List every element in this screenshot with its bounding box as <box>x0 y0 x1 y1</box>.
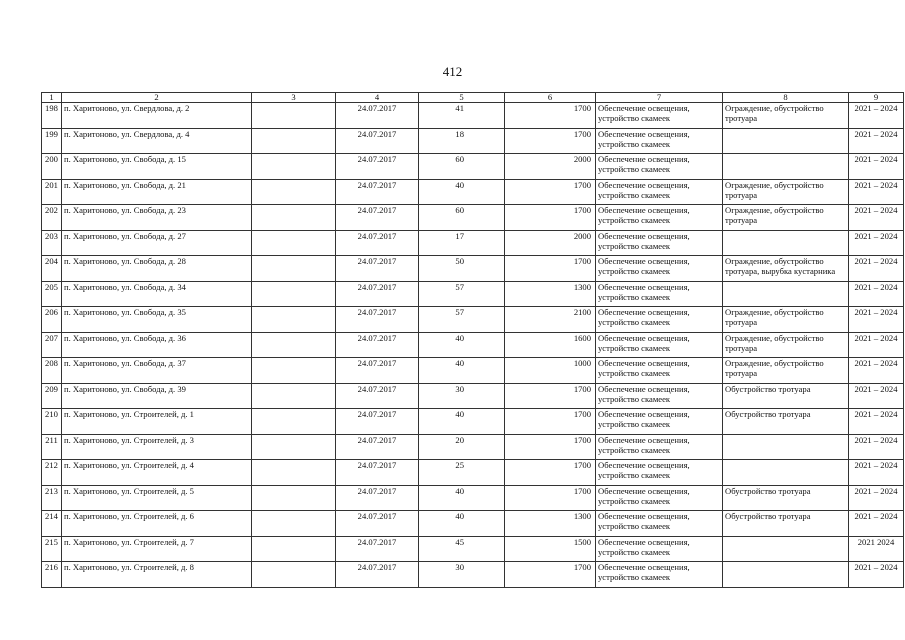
date-cell: 24.07.2017 <box>336 358 419 384</box>
column-header: 7 <box>596 93 723 103</box>
improvement-cell: Ограждение, обустройство тротуара <box>723 179 849 205</box>
empty-cell <box>252 460 336 486</box>
table-row <box>42 230 904 256</box>
column-header: 8 <box>723 93 849 103</box>
value-cell: 1500 <box>505 536 596 562</box>
value-cell: 1700 <box>505 409 596 435</box>
value-cell: 1700 <box>505 434 596 460</box>
address-cell: п. Харитоново, ул. Строителей, д. 8 <box>62 562 252 588</box>
date-cell: 24.07.2017 <box>336 460 419 486</box>
period-cell: 2021 – 2024 <box>849 179 904 205</box>
empty-cell <box>252 562 336 588</box>
table-row <box>42 460 904 486</box>
improvement-cell: Обеспечение освещения, устройство скамеек <box>596 230 723 256</box>
value-cell: 1700 <box>505 128 596 154</box>
value-cell: 1300 <box>505 511 596 537</box>
period-cell: 2021 – 2024 <box>849 434 904 460</box>
improvement-cell: Обеспечение освещения, устройство скамеек <box>596 256 723 282</box>
date-cell: 24.07.2017 <box>336 179 419 205</box>
improvement-cell: Обеспечение освещения, устройство скамеек <box>596 409 723 435</box>
table-row <box>42 562 904 588</box>
value-cell: 1300 <box>505 281 596 307</box>
address-cell: п. Харитоново, ул. Свердлова, д. 2 <box>62 103 252 129</box>
row-number-cell: 215 <box>42 536 62 562</box>
period-cell: 2021 – 2024 <box>849 230 904 256</box>
improvement-cell: Ограждение, обустройство тротуара, вырубка кустарника <box>723 256 849 282</box>
value-cell: 1700 <box>505 103 596 129</box>
value-cell: 1600 <box>505 332 596 358</box>
row-number-cell: 212 <box>42 460 62 486</box>
improvement-cell <box>723 128 849 154</box>
address-cell: п. Харитоново, ул. Свобода, д. 34 <box>62 281 252 307</box>
date-cell: 24.07.2017 <box>336 409 419 435</box>
improvement-cell: Обеспечение освещения, устройство скамеек <box>596 154 723 180</box>
table-row <box>42 205 904 231</box>
address-cell: п. Харитоново, ул. Свобода, д. 37 <box>62 358 252 384</box>
period-cell: 2021 – 2024 <box>849 562 904 588</box>
improvement-cell: Обеспечение освещения, устройство скамеек <box>596 358 723 384</box>
period-cell: 2021 – 2024 <box>849 103 904 129</box>
empty-cell <box>252 230 336 256</box>
date-cell: 24.07.2017 <box>336 511 419 537</box>
date-cell: 24.07.2017 <box>336 281 419 307</box>
column-header: 3 <box>252 93 336 103</box>
row-number-cell: 214 <box>42 511 62 537</box>
value-cell: 1700 <box>505 179 596 205</box>
value-cell: 40 <box>419 332 505 358</box>
table-row <box>42 485 904 511</box>
improvement-cell: Обеспечение освещения, устройство скамеек <box>596 383 723 409</box>
improvement-cell: Обеспечение освещения, устройство скамеек <box>596 511 723 537</box>
address-cell: п. Харитоново, ул. Строителей, д. 4 <box>62 460 252 486</box>
empty-cell <box>252 536 336 562</box>
address-cell: п. Харитоново, ул. Свобода, д. 21 <box>62 179 252 205</box>
row-number-cell: 205 <box>42 281 62 307</box>
empty-cell <box>252 281 336 307</box>
period-cell: 2021 – 2024 <box>849 511 904 537</box>
empty-cell <box>252 179 336 205</box>
empty-cell <box>252 409 336 435</box>
period-cell: 2021 – 2024 <box>849 307 904 333</box>
value-cell: 1700 <box>505 562 596 588</box>
date-cell: 24.07.2017 <box>336 485 419 511</box>
value-cell: 2000 <box>505 154 596 180</box>
value-cell: 30 <box>419 562 505 588</box>
column-header: 5 <box>419 93 505 103</box>
table-row <box>42 332 904 358</box>
period-cell: 2021 – 2024 <box>849 358 904 384</box>
row-number-cell: 199 <box>42 128 62 154</box>
period-cell: 2021 – 2024 <box>849 460 904 486</box>
period-cell: 2021 – 2024 <box>849 383 904 409</box>
value-cell: 1700 <box>505 460 596 486</box>
row-number-cell: 198 <box>42 103 62 129</box>
date-cell: 24.07.2017 <box>336 562 419 588</box>
row-number-cell: 204 <box>42 256 62 282</box>
table-row <box>42 154 904 180</box>
improvement-cell: Обеспечение освещения, устройство скамеек <box>596 332 723 358</box>
address-cell: п. Харитоново, ул. Свобода, д. 15 <box>62 154 252 180</box>
period-cell: 2021 – 2024 <box>849 409 904 435</box>
table-row <box>42 307 904 333</box>
improvement-cell: Обеспечение освещения, устройство скамеек <box>596 205 723 231</box>
value-cell: 60 <box>419 154 505 180</box>
improvement-cell: Обеспечение освещения, устройство скамеек <box>596 562 723 588</box>
value-cell: 45 <box>419 536 505 562</box>
address-cell: п. Харитоново, ул. Свобода, д. 39 <box>62 383 252 409</box>
empty-cell <box>252 154 336 180</box>
address-cell: п. Харитоново, ул. Свобода, д. 36 <box>62 332 252 358</box>
date-cell: 24.07.2017 <box>336 307 419 333</box>
table-row <box>42 536 904 562</box>
value-cell: 40 <box>419 409 505 435</box>
value-cell: 40 <box>419 511 505 537</box>
improvement-cell: Обеспечение освещения, устройство скамеек <box>596 434 723 460</box>
date-cell: 24.07.2017 <box>336 205 419 231</box>
address-cell: п. Харитоново, ул. Свердлова, д. 4 <box>62 128 252 154</box>
period-cell: 2021 2024 <box>849 536 904 562</box>
empty-cell <box>252 332 336 358</box>
value-cell: 1700 <box>505 485 596 511</box>
table-row <box>42 103 904 129</box>
address-cell: п. Харитоново, ул. Свобода, д. 27 <box>62 230 252 256</box>
improvement-cell: Ограждение, обустройство тротуара <box>723 103 849 129</box>
row-number-cell: 203 <box>42 230 62 256</box>
date-cell: 24.07.2017 <box>336 154 419 180</box>
row-number-cell: 209 <box>42 383 62 409</box>
value-cell: 40 <box>419 358 505 384</box>
improvement-cell: Обустройство тротуара <box>723 511 849 537</box>
row-number-cell: 213 <box>42 485 62 511</box>
value-cell: 2100 <box>505 307 596 333</box>
improvement-cell: Обустройство тротуара <box>723 485 849 511</box>
table-row <box>42 383 904 409</box>
improvement-cell: Обеспечение освещения, устройство скамеек <box>596 128 723 154</box>
empty-cell <box>252 383 336 409</box>
address-cell: п. Харитоново, ул. Свобода, д. 23 <box>62 205 252 231</box>
column-header: 1 <box>42 93 62 103</box>
address-cell: п. Харитоново, ул. Свобода, д. 35 <box>62 307 252 333</box>
value-cell: 17 <box>419 230 505 256</box>
empty-cell <box>252 434 336 460</box>
empty-cell <box>252 256 336 282</box>
header-row <box>42 93 904 103</box>
row-number-cell: 211 <box>42 434 62 460</box>
date-cell: 24.07.2017 <box>336 128 419 154</box>
improvement-cell <box>723 562 849 588</box>
address-cell: п. Харитоново, ул. Строителей, д. 3 <box>62 434 252 460</box>
period-cell: 2021 – 2024 <box>849 332 904 358</box>
improvement-cell <box>723 434 849 460</box>
value-cell: 30 <box>419 383 505 409</box>
improvement-cell: Обеспечение освещения, устройство скамеек <box>596 103 723 129</box>
value-cell: 50 <box>419 256 505 282</box>
date-cell: 24.07.2017 <box>336 434 419 460</box>
value-cell: 25 <box>419 460 505 486</box>
improvement-cell: Обеспечение освещения, устройство скамеек <box>596 485 723 511</box>
improvement-cell: Обеспечение освещения, устройство скамеек <box>596 307 723 333</box>
address-cell: п. Харитоново, ул. Свобода, д. 28 <box>62 256 252 282</box>
table-body <box>42 103 904 588</box>
row-number-cell: 201 <box>42 179 62 205</box>
improvement-cell: Обеспечение освещения, устройство скамеек <box>596 179 723 205</box>
improvement-cell: Ограждение, обустройство тротуара <box>723 307 849 333</box>
improvement-cell: Ограждение, обустройство тротуара <box>723 332 849 358</box>
improvement-cell <box>723 230 849 256</box>
table-row <box>42 179 904 205</box>
value-cell: 20 <box>419 434 505 460</box>
column-header: 2 <box>62 93 252 103</box>
improvement-cell: Обеспечение освещения, устройство скамеек <box>596 460 723 486</box>
value-cell: 40 <box>419 485 505 511</box>
period-cell: 2021 – 2024 <box>849 256 904 282</box>
address-cell: п. Харитоново, ул. Строителей, д. 7 <box>62 536 252 562</box>
row-number-cell: 206 <box>42 307 62 333</box>
address-cell: п. Харитоново, ул. Строителей, д. 6 <box>62 511 252 537</box>
improvement-cell: Обеспечение освещения, устройство скамеек <box>596 281 723 307</box>
improvement-cell: Ограждение, обустройство тротуара <box>723 358 849 384</box>
column-header: 6 <box>505 93 596 103</box>
date-cell: 24.07.2017 <box>336 536 419 562</box>
value-cell: 40 <box>419 179 505 205</box>
period-cell: 2021 – 2024 <box>849 154 904 180</box>
value-cell: 41 <box>419 103 505 129</box>
value-cell: 18 <box>419 128 505 154</box>
period-cell: 2021 – 2024 <box>849 281 904 307</box>
table-row <box>42 256 904 282</box>
date-cell: 24.07.2017 <box>336 103 419 129</box>
period-cell: 2021 – 2024 <box>849 485 904 511</box>
empty-cell <box>252 128 336 154</box>
date-cell: 24.07.2017 <box>336 383 419 409</box>
date-cell: 24.07.2017 <box>336 230 419 256</box>
row-number-cell: 200 <box>42 154 62 180</box>
improvement-cell: Обеспечение освещения, устройство скамеек <box>596 536 723 562</box>
data-table <box>41 92 904 588</box>
table-row <box>42 511 904 537</box>
improvement-cell <box>723 536 849 562</box>
row-number-cell: 202 <box>42 205 62 231</box>
value-cell: 1000 <box>505 358 596 384</box>
empty-cell <box>252 307 336 333</box>
value-cell: 57 <box>419 281 505 307</box>
value-cell: 1700 <box>505 205 596 231</box>
improvement-cell <box>723 281 849 307</box>
row-number-cell: 207 <box>42 332 62 358</box>
empty-cell <box>252 205 336 231</box>
table-row <box>42 128 904 154</box>
column-header: 9 <box>849 93 904 103</box>
row-number-cell: 208 <box>42 358 62 384</box>
value-cell: 60 <box>419 205 505 231</box>
improvement-cell: Ограждение, обустройство тротуара <box>723 205 849 231</box>
date-cell: 24.07.2017 <box>336 332 419 358</box>
value-cell: 2000 <box>505 230 596 256</box>
improvement-cell <box>723 460 849 486</box>
table-row <box>42 358 904 384</box>
row-number-cell: 210 <box>42 409 62 435</box>
column-header: 4 <box>336 93 419 103</box>
empty-cell <box>252 103 336 129</box>
table-row <box>42 409 904 435</box>
page-number: 412 <box>442 64 463 79</box>
period-cell: 2021 – 2024 <box>849 128 904 154</box>
empty-cell <box>252 358 336 384</box>
value-cell: 57 <box>419 307 505 333</box>
value-cell: 1700 <box>505 256 596 282</box>
table-row <box>42 281 904 307</box>
row-number-cell: 216 <box>42 562 62 588</box>
improvement-cell: Обустройство тротуара <box>723 383 849 409</box>
empty-cell <box>252 511 336 537</box>
value-cell: 1700 <box>505 383 596 409</box>
date-cell: 24.07.2017 <box>336 256 419 282</box>
address-cell: п. Харитоново, ул. Строителей, д. 5 <box>62 485 252 511</box>
improvement-cell: Обустройство тротуара <box>723 409 849 435</box>
address-cell: п. Харитоново, ул. Строителей, д. 1 <box>62 409 252 435</box>
empty-cell <box>252 485 336 511</box>
improvement-cell <box>723 154 849 180</box>
period-cell: 2021 – 2024 <box>849 205 904 231</box>
table-row <box>42 434 904 460</box>
